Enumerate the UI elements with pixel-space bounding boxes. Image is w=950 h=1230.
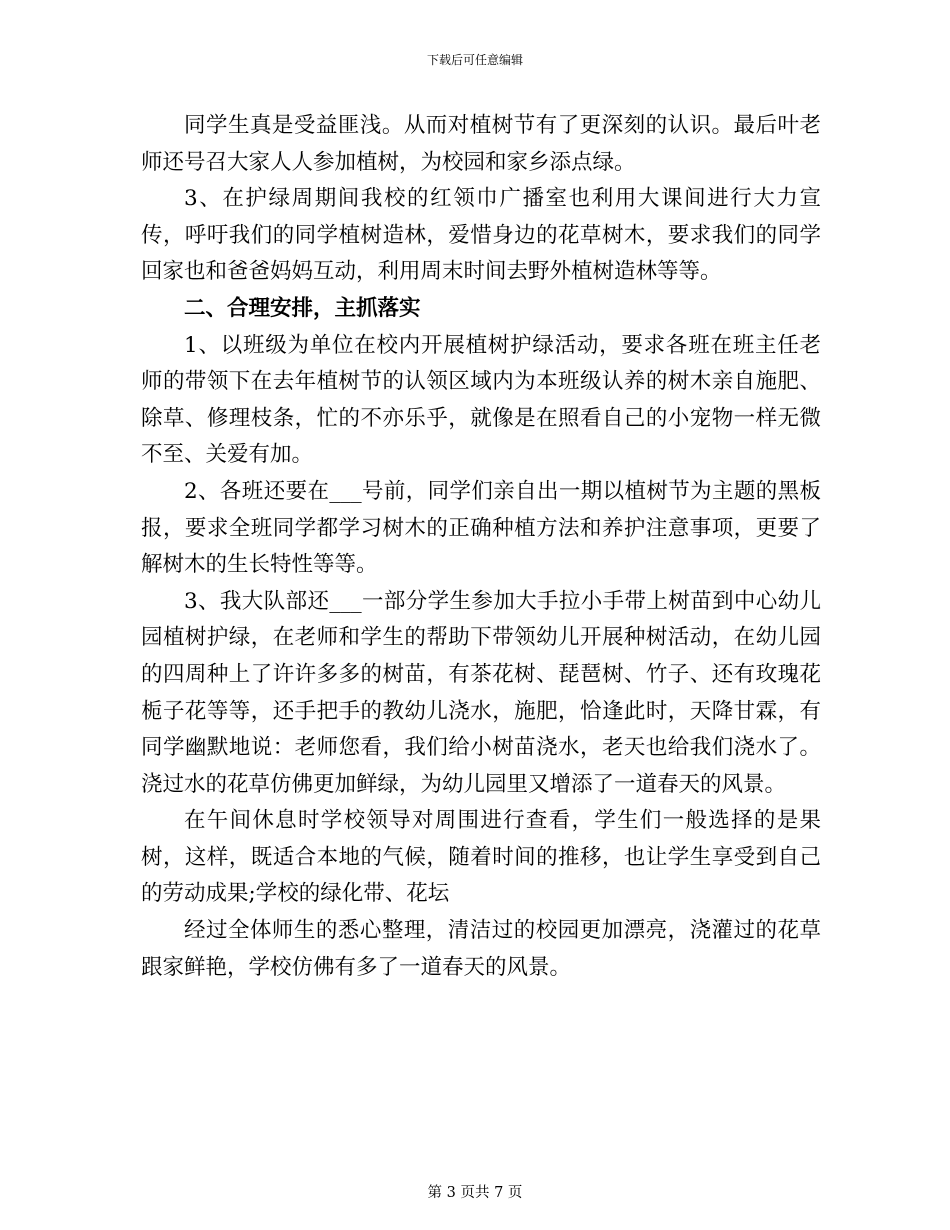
document-body bbox=[141, 108, 821, 986]
page-footer: 第 3 页共 7 页 bbox=[427, 1185, 523, 1201]
page-header: 下载后可任意编辑 bbox=[426, 53, 523, 67]
paragraph-7: 经过全体师生的悉心整理，清洁过的校园更加漂亮，浇灌过的花草跟家鲜艳，学校仿佛有多了一道春天的风景。 bbox=[141, 918, 821, 980]
section-heading: 二、合理安排，主抓落实 bbox=[184, 295, 421, 321]
paragraph-6: 在午间休息时学校领导对周围进行查看，学生们一般选择的是果树，这样，既适合本地的气候，随着时间的推移，也让学生享受到自己的劳动成果;学校的绿化带、花坛 bbox=[141, 808, 821, 907]
paragraph-4: 2、各班还要在___号前，同学们亲自出一期以植树节为主题的黑板报，要求全班同学都学习树木的正确种植方法和养护注意事项，更要了解树木的生长特性等等。 bbox=[141, 478, 821, 578]
paragraph-2: 3、在护绿周期间我校的红领巾广播室也利用大课间进行大力宣传，呼吁我们的同学植树造林，爱惜身边的花草树木，要求我们的同学回家也和爸爸妈妈互动，利用周末时间去野外植树造林等等。 bbox=[141, 186, 821, 285]
paragraph-5: 3、我大队部还___一部分学生参加大手拉小手带上树苗到中心幼儿园植树护绿，在老师和学生的帮助下带领幼儿开展种树活动，在幼儿园的四周种上了许许多多的树苗，有茶花树、琵琶树、竹子、还有玫瑰花栀子花等等，还手把手的教幼儿浇水，施肥，恰逢此时，天降甘霖，有同学幽默地说：老师您看，我们给小树苗浇水，老天也给我们浇水了。浇过水的花草仿佛更加鲜绿，为幼儿园里又增添了一道春天的风景。 bbox=[141, 588, 821, 797]
paragraph-1: 同学生真是受益匪浅。从而对植树节有了更深刻的认识。最后叶老师还号召大家人人参加植树，为校园和家乡添点绿。 bbox=[141, 113, 821, 175]
paragraph-3: 1、以班级为单位在校内开展植树护绿活动，要求各班在班主任老师的带领下在去年植树节的认领区域内为本班级认养的树木亲自施肥、除草、修理枝条，忙的不亦乐乎，就像是在照看自己的小宠物一样无微不至、关爱有加。 bbox=[141, 332, 821, 468]
